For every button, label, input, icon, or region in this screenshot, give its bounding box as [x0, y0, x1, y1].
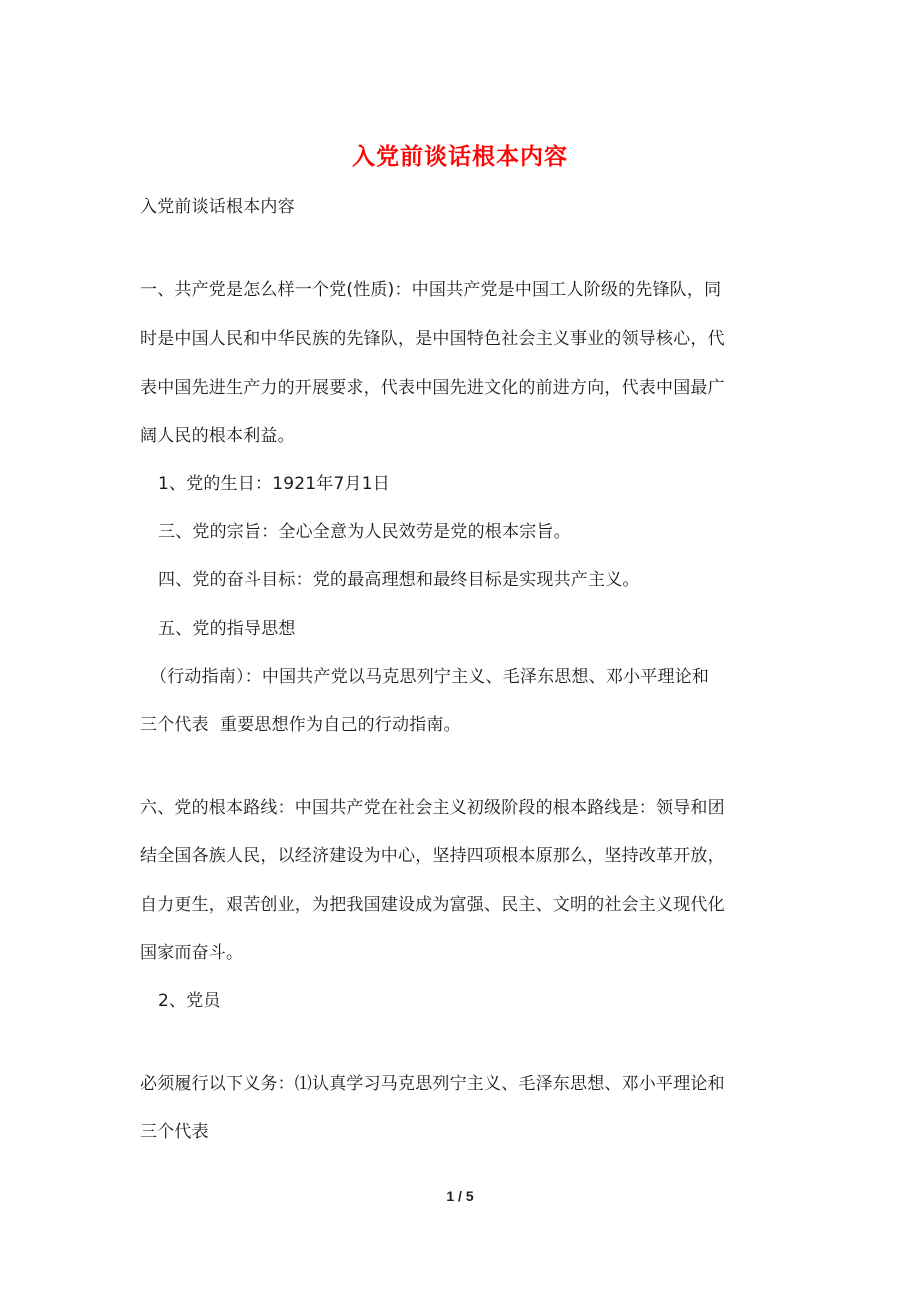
- paragraph-line: 时是中国人民和中华民族的先锋队，是中国特色社会主义事业的领导核心，代: [140, 329, 725, 349]
- paragraph-line: 表中国先进生产力的开展要求，代表中国先进文化的前进方向，代表中国最广: [140, 378, 725, 398]
- paragraph-line: 阔人民的根本利益。: [140, 426, 295, 446]
- paragraph-line: 结全国各族人民，以经济建设为中心，坚持四项根本原那么，坚持改革开放，: [140, 846, 725, 866]
- paragraph-line: （行动指南）：中国共产党以马克思列宁主义、毛泽东思想、邓小平理论和: [150, 667, 710, 687]
- paragraph-line: 2、党员: [158, 991, 221, 1011]
- paragraph-line: 国家而奋斗。: [140, 943, 244, 963]
- paragraph-line: 自力更生，艰苦创业，为把我国建设成为富强、民主、文明的社会主义现代化: [140, 895, 725, 915]
- paragraph-line: 五、党的指导思想: [158, 619, 296, 639]
- page-indicator: 1 / 5: [446, 1188, 474, 1204]
- paragraph-line: 三个代表: [140, 1122, 209, 1142]
- paragraph-line: 三、党的宗旨：全心全意为人民效劳是党的根本宗旨。: [158, 522, 571, 542]
- paragraph-line: 三个代表 重要思想作为自己的行动指南。: [140, 715, 461, 735]
- subtitle-line: 入党前谈话根本内容: [140, 197, 295, 217]
- paragraph-line: 六、党的根本路线：中国共产党在社会主义初级阶段的根本路线是：领导和团: [140, 798, 725, 818]
- paragraph-line: 必须履行以下义务：⑴认真学习马克思列宁主义、毛泽东思想、邓小平理论和: [140, 1074, 725, 1094]
- paragraph-line: 1、党的生日：1921年7月1日: [158, 474, 390, 494]
- document-title: 入党前谈话根本内容: [352, 143, 568, 170]
- paragraph-line: 一、共产党是怎么样一个党(性质)：中国共产党是中国工人阶级的先锋队，同: [140, 280, 722, 300]
- paragraph-line: 四、党的奋斗目标：党的最高理想和最终目标是实现共产主义。: [158, 570, 640, 590]
